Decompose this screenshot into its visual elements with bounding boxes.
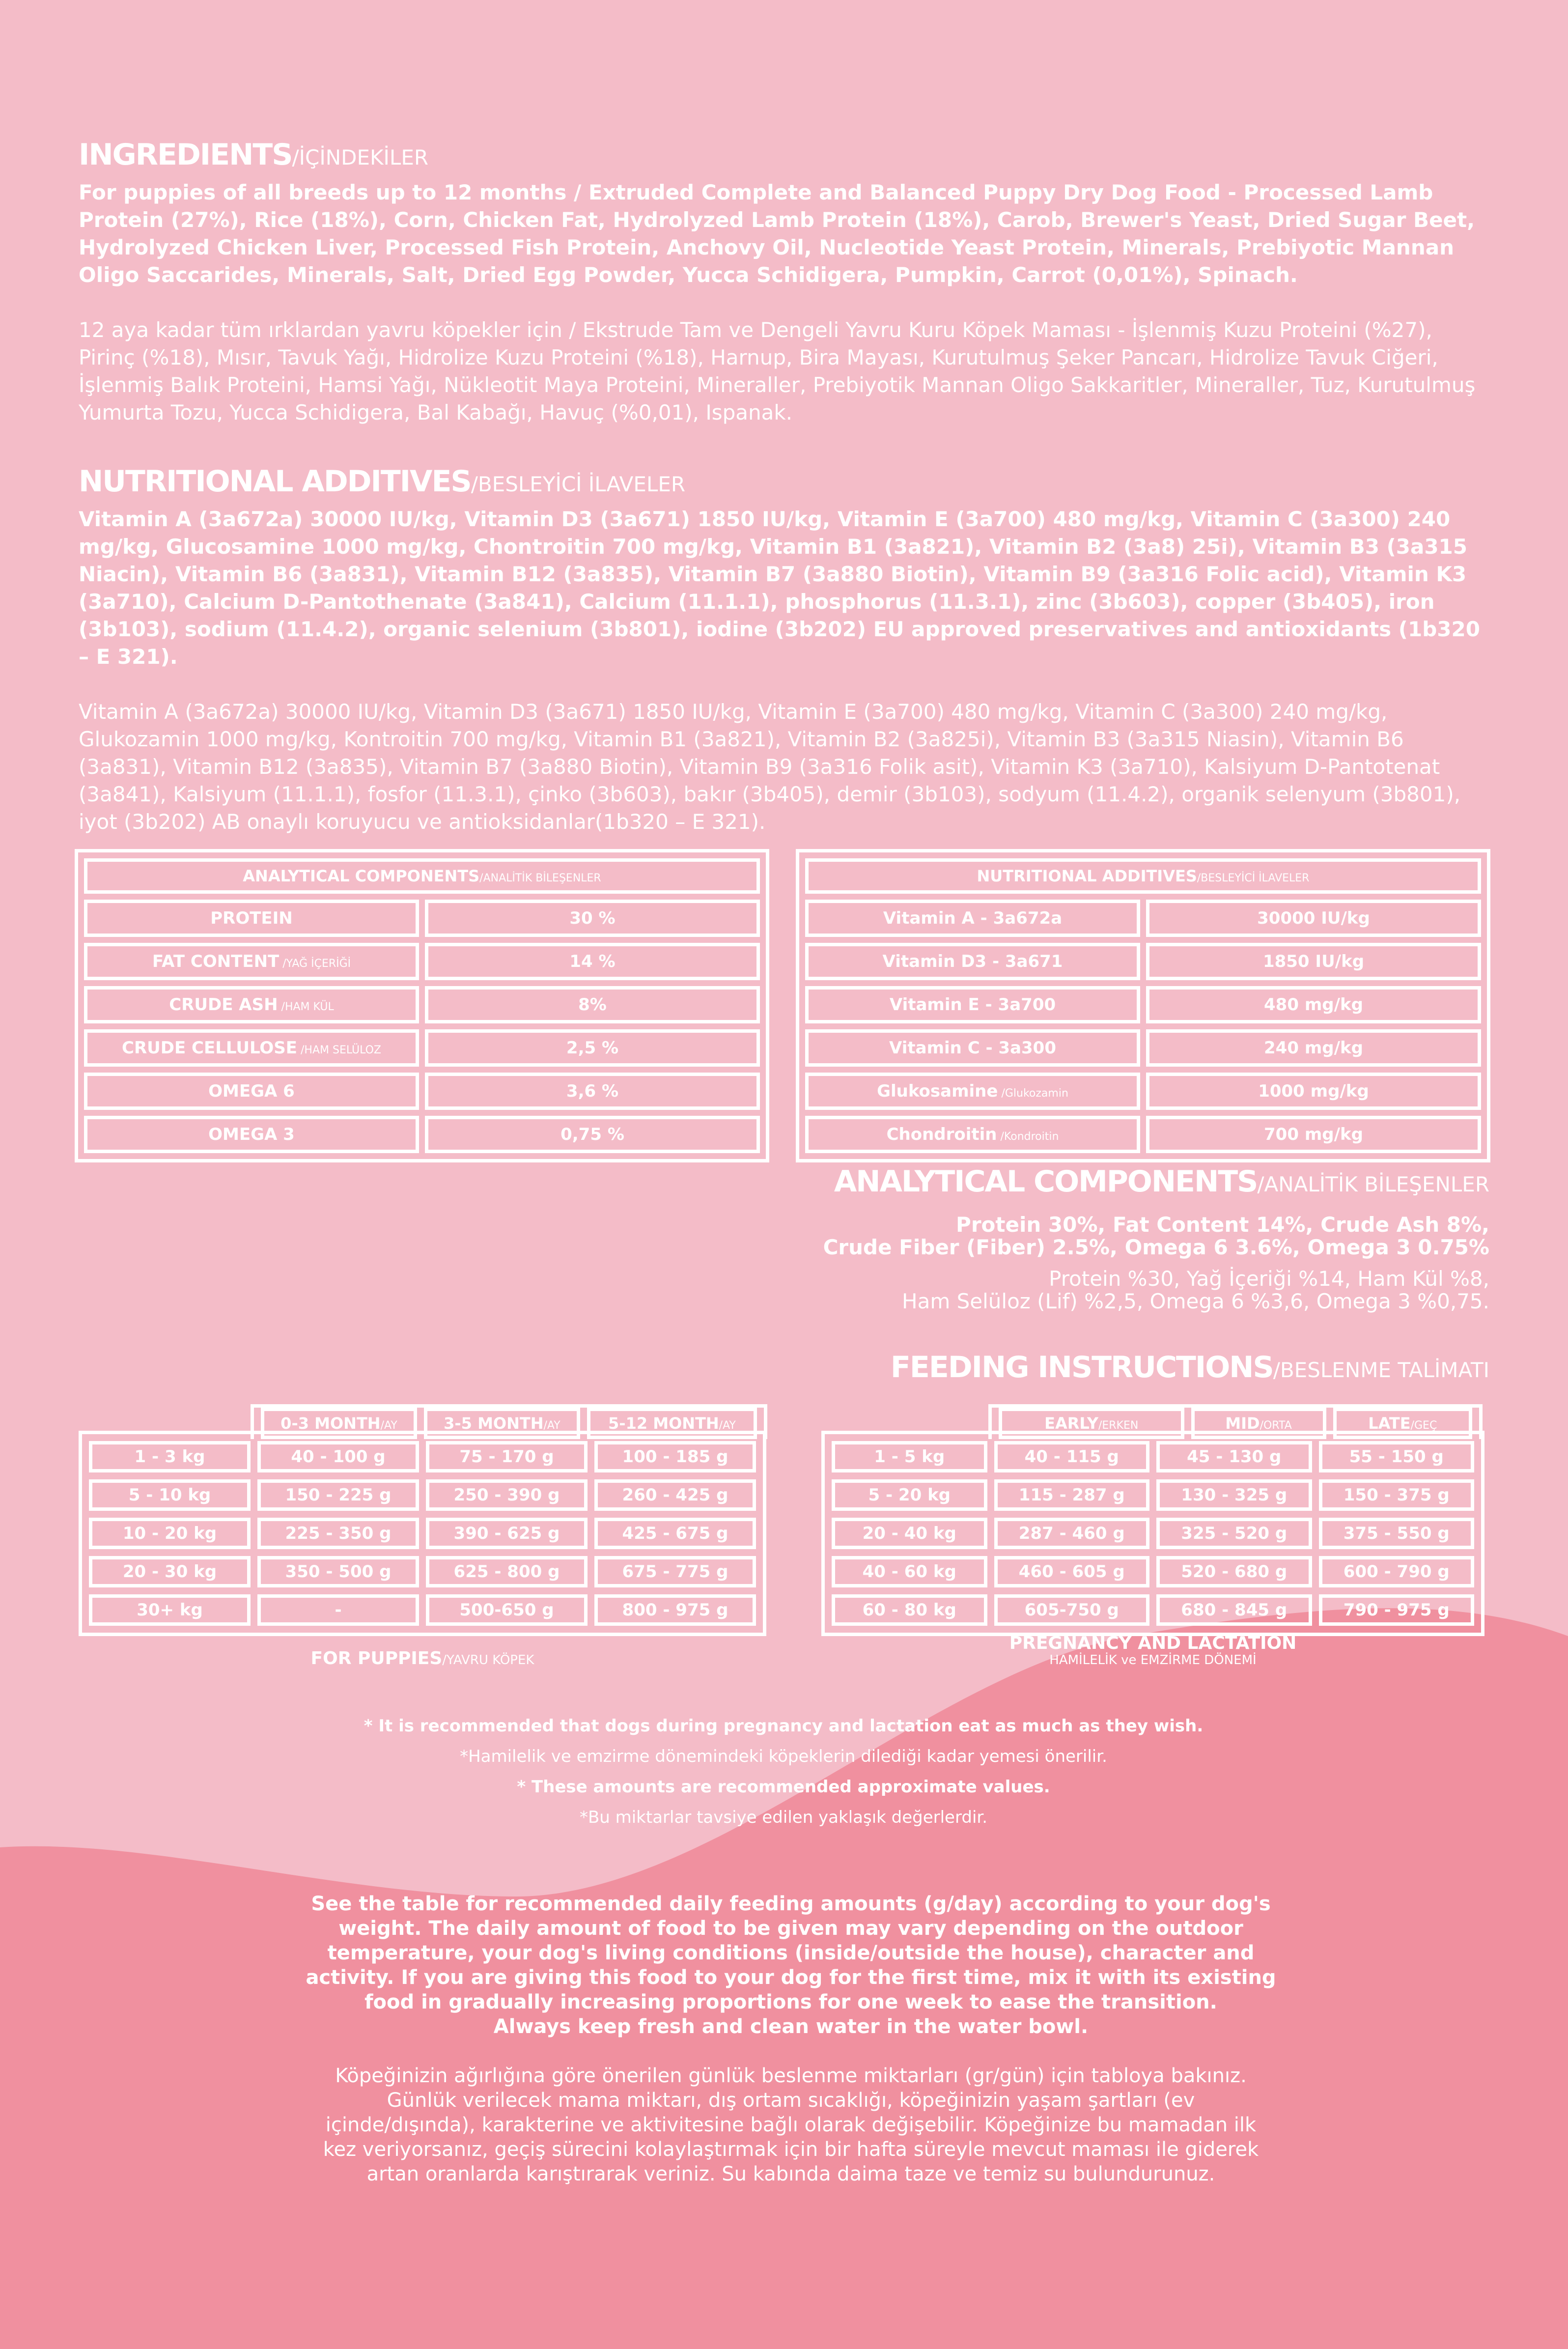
additives-text-en: Vitamin A (3a672a) 30000 IU/kg, Vitamin D3 (3a671) 1850 IU/kg, Vitamin E (3a700) 480 mg/kg, Vitamin C (3a300) 240 mg/kg, Glucosamine 1000 mg/kg, Chontroitin 700 mg/kg, Vitamin B1 (3a821), Vitamin B2 (3a8) 25i), Vitamin B3 (3a315 Niacin), Vitamin B6 (3a831), Vitamin B12 (3a835), Vitamin B7 (3a880 Biotin), Vitamin B9 (3a316 Folic acid), Vitamin K3 (3a710), Calcium D-Pantothenate (3a841), Calcium (11.1.1), phosphorus (11.3.1), zinc (3b603), copper (3b405), iron (3b103), sodium (11.4.2), organic selenium (3b801), iodine (3b202) EU approved preservatives and antioxidants (1b320 – E 321). [79,507,1480,669]
additives-table-row [805,1073,1481,1110]
additives-table-label: Glukosamine [877,1081,998,1101]
pregnancy-table-caption [821,1634,1484,1667]
puppy-table-amount-cell: 425 - 675 g [594,1518,756,1549]
pregnancy-table-row [832,1594,1474,1626]
puppy-table-row [89,1518,756,1549]
analytical-table-label: OMEGA 3 [208,1125,295,1144]
puppy-table-column-header-en: 5-12 MONTH [608,1414,719,1433]
puppy-table-row [89,1479,756,1511]
analytical-table-label-tr: /YAĞ İÇERİĞİ [279,958,351,970]
pregnancy-table-amount-cell: 130 - 325 g [1156,1479,1312,1511]
analytical-table-header-tr: /ANALİTİK BİLEŞENLER [479,872,601,884]
analytical-summary-title-en: ANALYTICAL COMPONENTS [834,1164,1258,1199]
pregnancy-table-column-header-en: EARLY [1044,1414,1098,1433]
analytical-table-label-cell [84,900,419,937]
note-amounts-tr: *Bu miktarlar tavsiye edilen yaklaşık değerlerdir. [579,1808,988,1827]
additives-table-value: 240 mg/kg [1146,1029,1481,1067]
nutritional-additives-table [796,849,1490,1162]
additives-table-label: Vitamin D3 - 3a671 [882,952,1063,971]
puppy-table-amount-cell: 150 - 225 g [257,1479,419,1511]
puppy-caption-en: FOR PUPPIES [310,1648,443,1669]
additives-table-label-cell [805,986,1140,1023]
pregnancy-table-amount-cell: 40 - 115 g [994,1441,1150,1472]
pregnancy-table-amount-cell: 790 - 975 g [1319,1594,1475,1626]
pregnancy-table-column-header-tr: /GEÇ [1410,1419,1437,1432]
puppy-table-amount-cell: 800 - 975 g [594,1594,756,1626]
additives-table-row [805,1029,1481,1067]
pregnancy-table-amount-cell: 460 - 605 g [994,1556,1150,1587]
analytical-summary-section [654,1164,1489,1313]
analytical-table-value: 0,75 % [425,1116,760,1153]
note-amounts-en: * These amounts are recommended approximate values. [517,1777,1050,1797]
analytical-table-value: 14 % [425,943,760,980]
puppy-table-column-header-en: 0-3 MONTH [280,1414,381,1433]
pregnancy-table-amount-cell: 115 - 287 g [994,1479,1150,1511]
additives-table-label-cell [805,900,1140,937]
puppy-table-weight-cell: 20 - 30 kg [89,1556,251,1587]
analytical-table-row [84,900,760,937]
analytical-table-value: 8% [425,986,760,1023]
additives-table-value: 480 mg/kg [1146,986,1481,1023]
pregnancy-table-amount-cell: 680 - 845 g [1156,1594,1312,1626]
puppy-table-weight-cell: 5 - 10 kg [89,1479,251,1511]
ingredients-text-tr: 12 aya kadar tüm ırklardan yavru köpekler için / Ekstrude Tam ve Dengeli Yavru Kuru Köpek Maması - İşlenmiş Kuzu Proteini (%27), Pirinç (%18), Mısır, Tavuk Yağı, Hidrolize Kuzu Proteini (%18), Harnup, Bira Mayası, Kurutulmuş Şeker Pancarı, Hidrolize Tavuk Ciğeri, İşlenmiş Balık Proteini, Hamsi Yağı, Nükleotit Maya Proteini, Mineraller, Prebiyotik Mannan Oligo Sakkaritler, Mineraller, Tuz, Kurutulmuş Yumurta Tozu, Yucca Schidigera, Bal Kabağı, Havuç (%0,01), Ispanak. [79,318,1476,425]
feeding-title-en: FEEDING INSTRUCTIONS [890,1350,1273,1385]
pregnancy-table-weight-cell: 60 - 80 kg [832,1594,987,1626]
pregnancy-table-row [832,1479,1474,1511]
additives-table-value: 1000 mg/kg [1146,1073,1481,1110]
analytical-table-row [84,1116,760,1153]
additives-table-label: Vitamin E - 3a700 [889,995,1056,1015]
analytical-table-label: PROTEIN [210,908,293,928]
puppy-table-amount-cell: 75 - 170 g [426,1441,588,1472]
feeding-instructions-title [891,1350,1489,1385]
analytical-table-row [84,943,760,980]
analytical-table-label: OMEGA 6 [208,1081,295,1101]
note-pregnancy-tr: *Hamilelik ve emzirme dönemindeki köpeklerin dilediği kadar yemesi önerilir. [460,1747,1107,1766]
analytical-summary-en [654,1214,1489,1259]
analytical-table-label-cell [84,1029,419,1067]
analytical-table-value: 30 % [425,900,760,937]
analytical-table-label-cell [84,943,419,980]
pregnancy-table-amount-cell: 55 - 150 g [1319,1441,1475,1472]
puppy-table-column-header-tr: /AY [543,1419,560,1432]
analytical-summary-en-line2: Crude Fiber (Fiber) 2.5%, Omega 6 3.6%, Omega 3 0.75% [823,1235,1489,1259]
analytical-table-value: 3,6 % [425,1073,760,1110]
analytical-table-label: FAT CONTENT [152,952,280,971]
pregnancy-caption-tr: HAMİLELİK ve EMZİRME DÖNEMİ [1049,1653,1257,1668]
additives-table-label: Chondroitin [886,1125,997,1144]
pregnancy-table-row [832,1556,1474,1587]
analytical-summary-tr-line2: Ham Selüloz (Lif) %2,5, Omega 6 %3,6, Omega 3 %0,75. [902,1289,1489,1313]
pregnancy-table-weight-cell: 20 - 40 kg [832,1518,987,1549]
puppy-table-amount-cell: 100 - 185 g [594,1441,756,1472]
puppy-table-row [89,1594,756,1626]
additives-table-label-cell [805,943,1140,980]
analytical-table-label-cell [84,1073,419,1110]
additives-title [79,464,1488,499]
analytical-table-header-row [84,858,760,894]
pregnancy-table-column-header-en: MID [1225,1414,1260,1433]
ingredients-title-en: INGREDIENTS [79,138,292,172]
additives-table-header [805,858,1481,894]
pregnancy-table-amount-cell: 150 - 375 g [1319,1479,1475,1511]
analytical-table-label-tr: /HAM KÜL [278,1001,334,1013]
additives-table-row [805,900,1481,937]
additives-table-value: 1850 IU/kg [1146,943,1481,980]
puppy-table-row [89,1556,756,1587]
instructions-en-water: Always keep fresh and clean water in the water bowl. [493,2015,1089,2038]
additives-table-header-tr: /BESLEYİCİ İLAVELER [1197,872,1310,884]
puppy-table-amount-cell: - [257,1594,419,1626]
pregnancy-table-amount-cell: 600 - 790 g [1319,1556,1475,1587]
analytical-table-header-en: ANALYTICAL COMPONENTS [243,867,480,885]
pregnancy-feeding-table [821,1431,1484,1636]
pregnancy-table-amount-cell: 287 - 460 g [994,1518,1150,1549]
ingredients-title-tr: /İÇİNDEKİLER [292,145,429,170]
additives-table-label-tr: /Kondroitin [997,1131,1059,1143]
puppy-table-weight-cell: 1 - 3 kg [89,1441,251,1472]
analytical-summary-tr [654,1268,1489,1313]
instructions-en: See the table for recommended daily feeding amounts (g/day) according to your dog's weight. The daily amount of food to be given may vary depending on the outdoor temperature, your dog's living conditions (inside/outside the house), character and activity. If you are giving this food to your dog for the first time, mix it with its existing food in gradually increasing proportions for one week to ease the transition. [306,1893,1276,2013]
pregnancy-table-amount-cell: 520 - 680 g [1156,1556,1312,1587]
additives-table-label-cell [805,1073,1140,1110]
additives-title-tr: /BESLEYİCİ İLAVELER [471,472,686,496]
additives-table-label: Vitamin C - 3a300 [889,1038,1056,1058]
analytical-table-header [84,858,760,894]
analytical-table-label-cell [84,986,419,1023]
puppy-table-amount-cell: 40 - 100 g [257,1441,419,1472]
note-pregnancy-en: * It is recommended that dogs during pregnancy and lactation eat as much as they wish. [364,1716,1204,1736]
puppy-table-column-header-tr: /AY [719,1419,736,1432]
analytical-summary-en-line1: Protein 30%, Fat Content 14%, Crude Ash 8%, [956,1213,1489,1237]
puppy-table-caption [79,1648,766,1669]
additives-table-label-cell [805,1029,1140,1067]
puppy-table-amount-cell: 390 - 625 g [426,1518,588,1549]
pregnancy-table-amount-cell: 45 - 130 g [1156,1441,1312,1472]
puppy-caption-tr: /YAVRU KÖPEK [442,1653,534,1668]
puppy-table-row [89,1441,756,1472]
puppy-table-amount-cell: 260 - 425 g [594,1479,756,1511]
additives-table-header-row [805,858,1481,894]
additives-table-header-en: NUTRITIONAL ADDITIVES [977,867,1197,885]
pregnancy-table-amount-cell: 605-750 g [994,1594,1150,1626]
analytical-table-label-cell [84,1116,419,1153]
additives-text-tr: Vitamin A (3a672a) 30000 IU/kg, Vitamin D3 (3a671) 1850 IU/kg, Vitamin E (3a700) 480 mg/kg, Vitamin C (3a300) 240 mg/kg, Glukozamin 1000 mg/kg, Kontroitin 700 mg/kg, Vitamin B1 (3a821), Vitamin B2 (3a825i), Vitamin B3 (3a315 Niasin), Vitamin B6 (3a831), Vitamin B12 (3a835), Vitamin B7 (3a880 Biotin), Vitamin B9 (3a316 Folik asit), Vitamin K3 (3a710), Kalsiyum D-Pantotenat (3a841), Kalsiyum (11.1.1), fosfor (11.3.1), çinko (3b603), bakır (3b405), demir (3b103), sodyum (11.4.2), organik selenyum (3b801), iyot (3b202) AB onaylı koruyucu ve antioksidanlar(1b320 – E 321). [79,700,1461,834]
additives-table-row [805,1116,1481,1153]
analytical-table-label: CRUDE ASH [169,995,278,1015]
analytical-table-row [84,986,760,1023]
additives-table-label: Vitamin A - 3a672a [883,908,1063,928]
ingredients-text-en: For puppies of all breeds up to 12 months / Extruded Complete and Balanced Puppy Dry Dog Food - Processed Lamb Protein (27%), Rice (18%), Corn, Chicken Fat, Hydrolyzed Lamb Protein (18%), Carob, Brewer's Yeast, Dried Sugar Beet, Hydrolyzed Chicken Liver, Processed Fish Protein, Anchovy Oil, Nucleotide Yeast Protein, Minerals, Prebiyotic Mannan Oligo Saccarides, Minerals, Salt, Dried Egg Powder, Yucca Schidigera, Pumpkin, Carrot (0,01%), Spinach. [79,180,1475,287]
puppy-table-weight-cell: 10 - 20 kg [89,1518,251,1549]
additives-table-value: 700 mg/kg [1146,1116,1481,1153]
pregnancy-table-row [832,1518,1474,1549]
ingredients-section [79,138,1488,426]
instructions-section [295,1892,1287,2186]
additives-title-en: NUTRITIONAL ADDITIVES [79,464,471,499]
pregnancy-table-weight-cell: 40 - 60 kg [832,1556,987,1587]
puppy-table-amount-cell: 625 - 800 g [426,1556,588,1587]
puppy-table-column-header-en: 3-5 MONTH [444,1414,544,1433]
pregnancy-table-amount-cell: 325 - 520 g [1156,1518,1312,1549]
pregnancy-caption-en: PREGNANCY AND LACTATION [1009,1633,1297,1653]
instructions-tr: Köpeğinizin ağırlığına göre önerilen günlük beslenme miktarları (gr/gün) için tabloya bakınız. Günlük verilecek mama miktarı, dış ortam sıcaklığı, köpeğinizin yaşam şartları (ev içinde/dışında), karakterine ve aktivitesine bağlı olarak değişebilir. Köpeğinize bu mamadan ilk kez veriyorsanız, geçiş sürecini kolaylaştırmak için bir hafta süreyle mevcut maması ile giderek artan oranlarda karıştırarak veriniz. Su kabında daima taze ve temiz su bulundurunuz. [323,2065,1259,2185]
additives-section [79,464,1488,836]
puppy-table-amount-cell: 225 - 350 g [257,1518,419,1549]
puppy-table-amount-cell: 350 - 500 g [257,1556,419,1587]
additives-table-row [805,943,1481,980]
analytical-table-row [84,1073,760,1110]
analytical-table-row [84,1029,760,1067]
pregnancy-table-column-header-en: LATE [1368,1414,1411,1433]
ingredients-title [79,138,1488,172]
pregnancy-table-column-header-tr: /ERKEN [1098,1419,1139,1432]
puppy-feeding-table [79,1431,766,1636]
puppy-table-amount-cell: 675 - 775 g [594,1556,756,1587]
feeding-title-tr: /BESLENME TALİMATI [1273,1358,1489,1382]
pregnancy-table-weight-cell: 1 - 5 kg [832,1441,987,1472]
puppy-table-weight-cell: 30+ kg [89,1594,251,1626]
puppy-table-column-header-tr: /AY [380,1419,397,1432]
analytical-summary-title-tr: /ANALİTİK BİLEŞENLER [1257,1172,1489,1196]
analytical-table-label-tr: /HAM SELÜLOZ [297,1044,381,1056]
pregnancy-table-column-header-tr: /ORTA [1260,1419,1292,1432]
additives-table-label-cell [805,1116,1140,1153]
additives-table-row [805,986,1481,1023]
additives-table-label-tr: /Glukozamin [998,1087,1068,1100]
puppy-table-amount-cell: 500-650 g [426,1594,588,1626]
analytical-table-value: 2,5 % [425,1029,760,1067]
analytical-table-label: CRUDE CELLULOSE [122,1038,298,1058]
analytical-summary-title [654,1164,1489,1199]
analytical-components-table [75,849,769,1162]
analytical-summary-tr-line1: Protein %30, Yağ İçeriği %14, Ham Kül %8, [1049,1267,1489,1291]
pregnancy-table-amount-cell: 375 - 550 g [1319,1518,1475,1549]
puppy-table-amount-cell: 250 - 390 g [426,1479,588,1511]
additives-table-value: 30000 IU/kg [1146,900,1481,937]
pregnancy-table-weight-cell: 5 - 20 kg [832,1479,987,1511]
notes-section [275,1711,1292,1833]
pregnancy-table-row [832,1441,1474,1472]
